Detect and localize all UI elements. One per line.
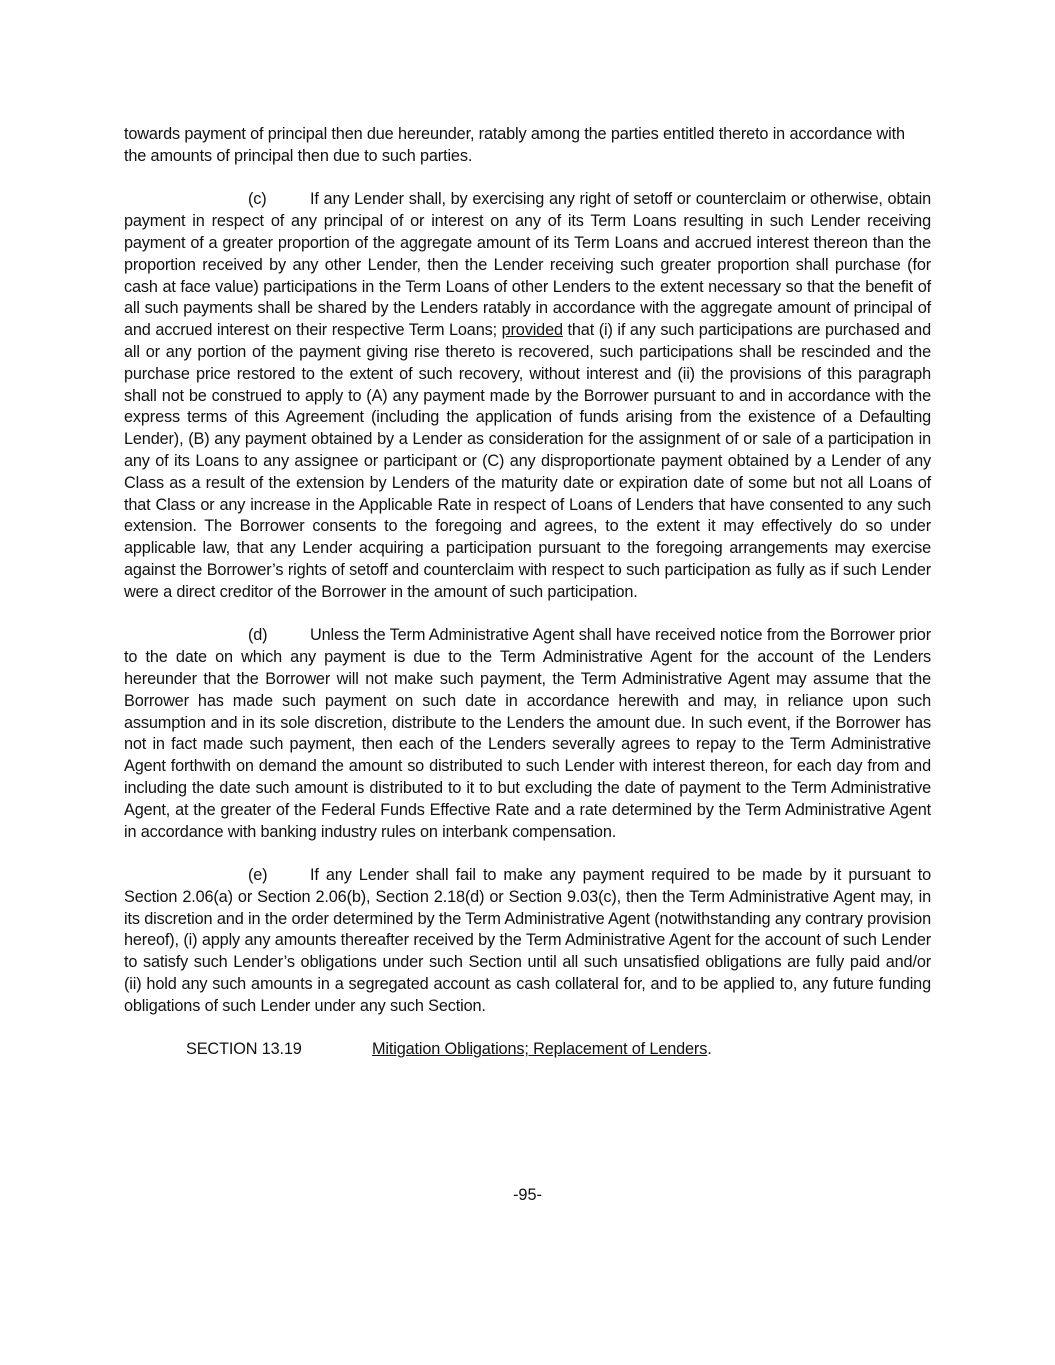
section-title: Mitigation Obligations; Replacement of Lenders	[372, 1040, 708, 1059]
paragraph-e	[124, 865, 931, 1018]
paragraph-d	[124, 625, 931, 843]
paragraph-d-text: Unless the Term Administrative Agent shall have received notice from the Borrower prior to the date on which any payment is due to the Term Administrative Agent for the account of the Lenders hereunder that the Borrower will not make such payment, the Term Administrative Agent may assume that the Borrower has made such payment on such date in accordance herewith and may, in reliance upon such assumption and in its sole discretion, distribute to the Lenders the amount due. In such event, if the Borrower has not in fact made such payment, then each of the Lenders severally agrees to repay to the Term Administrative Agent forthwith on demand the amount so distributed to such Lender with interest thereon, for each day from and including the date such amount is distributed to it to but excluding the date of payment to the Term Administrative Agent, at the greater of the Federal Funds Effective Rate and a rate determined by the Term Administrative Agent in accordance with banking industry rules on interbank compensation.	[124, 626, 931, 841]
page-number: -95-	[513, 1186, 542, 1204]
paragraph-d-label: (d)	[248, 626, 268, 645]
document-body	[124, 124, 931, 1061]
section-heading	[124, 1039, 931, 1061]
paragraph-c	[124, 189, 931, 603]
section-title-period: .	[707, 1040, 712, 1059]
paragraph-c-label: (c)	[248, 190, 267, 209]
paragraph-intro-text: towards payment of principal then due hereunder, ratably among the parties entitled thereto in accordance with the amounts of principal then due to such parties.	[124, 125, 905, 165]
paragraph-intro	[124, 124, 931, 168]
section-number: SECTION 13.19	[186, 1040, 302, 1059]
provided-underlined-term: provided	[501, 321, 563, 340]
paragraph-e-text: If any Lender shall fail to make any payment required to be made by it pursuant to Section 2.06(a) or Section 2.06(b), Section 2.18(d) or Section 9.03(c), then the Term Administrative Agent may, in its discretion and in the order determined by the Term Administrative Agent (notwithstanding any contrary provision hereof), (i) apply any amounts thereafter received by the Term Administrative Agent for the account of such Lender to satisfy such Lender’s obligations under such Section until all such unsatisfied obligations are fully paid and/or (ii) hold any such amounts in a segregated account as cash collateral for, and to be applied to, any future funding obligations of such Lender under any such Section.	[124, 866, 931, 1015]
paragraph-c-text-after: that (i) if any such participations are purchased and all or any portion of the payment giving rise thereto is recovered, such participations shall be rescinded and the purchase price restored to the extent of such recovery, without interest and (ii) the provisions of this paragraph shall not be construed to apply to (A) any payment made by the Borrower pursuant to and in accordance with the express terms of this Agreement (including the application of funds arising from the existence of a Defaulting Lender), (B) any payment obtained by a Lender as consideration for the assignment of or sale of a participation in any of its Loans to any assignee or participant or (C) any disproportionate payment obtained by a Lender of any Class as a result of the extension by Lenders of the maturity date or expiration date of some but not all Loans of that Class or any increase in the Applicable Rate in respect of Loans of Lenders that have consented to any such extension. The Borrower consents to the foregoing and agrees, to the extent it may effectively do so under applicable law, that any Lender acquiring a participation pursuant to the foregoing arrangements may exercise against the Borrower’s rights of setoff and counterclaim with respect to such participation as fully as if such Lender were a direct creditor of the Borrower in the amount of such participation.	[124, 321, 931, 601]
paragraph-c-text-before: If any Lender shall, by exercising any right of setoff or counterclaim or otherwise, obtain payment in respect of any principal of or interest on any of its Term Loans resulting in such Lender receiving payment of a greater proportion of the aggregate amount of its Term Loans and accrued interest thereon than the proportion received by any other Lender, then the Lender receiving such greater proportion shall purchase (for cash at face value) participations in the Term Loans of other Lenders to the extent necessary so that the benefit of all such payments shall be shared by the Lenders ratably in accordance with the aggregate amount of principal of and accrued interest on their respective Term Loans;	[124, 190, 931, 340]
paragraph-e-label: (e)	[248, 866, 268, 885]
